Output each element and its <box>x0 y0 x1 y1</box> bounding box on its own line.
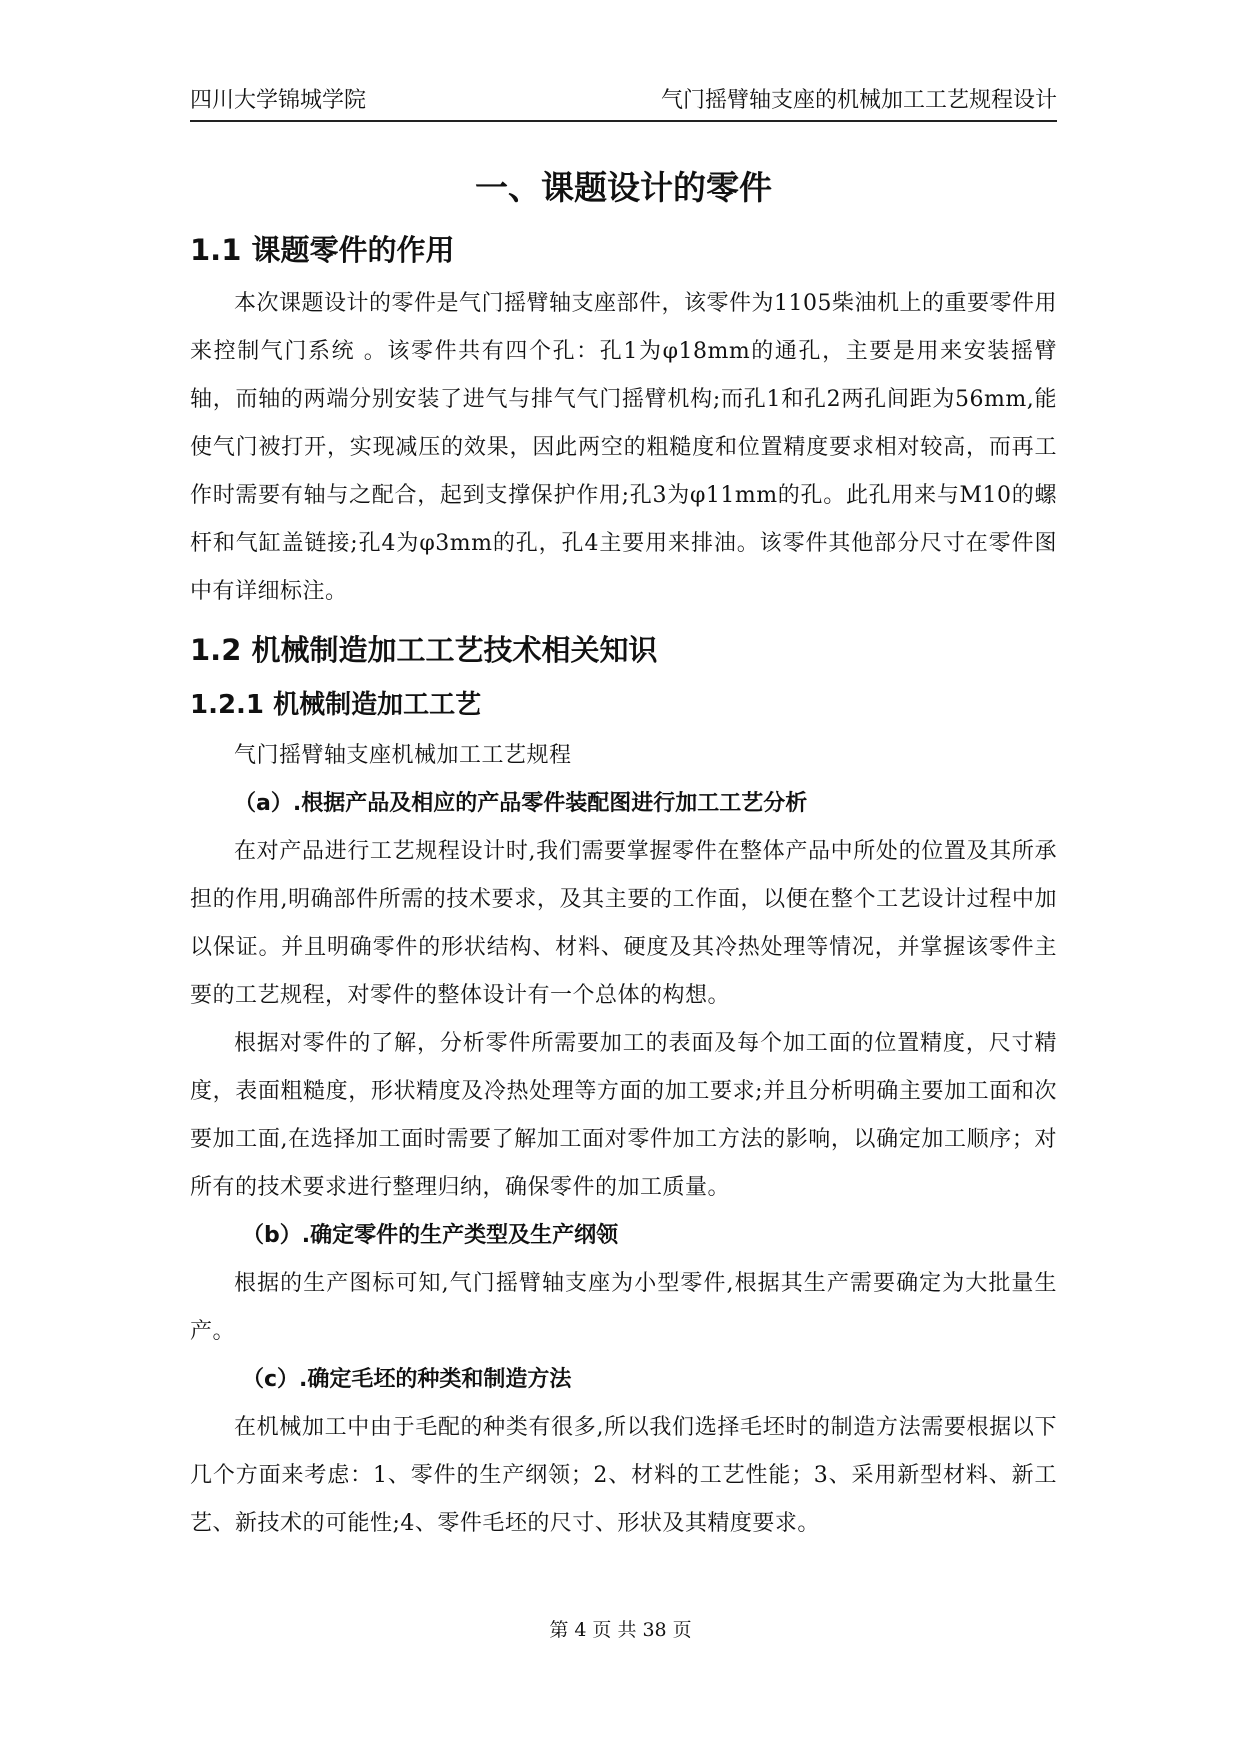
section-1-2-1-intro: 气门摇臂轴支座机械加工工艺规程 <box>234 743 572 768</box>
page-header <box>190 86 1057 122</box>
footer-total-pages: 38 <box>642 1619 667 1641</box>
footer-prefix: 第 <box>549 1619 569 1641</box>
header-document-title: 气门摇臂轴支座的机械加工工艺规程设计 <box>660 88 1057 113</box>
footer-page-number: 4 <box>574 1619 587 1641</box>
subsection-a-paragraph-1: 在对产品进行工艺规程设计时,我们需要掌握零件在整体产品中所处的位置及其所承担的作用,明确部件所需的技术要求，及其主要的工作面，以便在整个工艺设计过程中加以保证。并且明确零件的形状结构、材料、硬度及其冷热处理等情况，并掌握该零件主要的工艺规程，对零件的整体设计有一个总体的构想。 <box>190 839 1057 1008</box>
footer-suffix: 页 <box>672 1619 692 1641</box>
subsection-a-title: （a）.根据产品及相应的产品零件装配图进行加工工艺分析 <box>234 791 808 816</box>
subsection-b-title: （b）.确定零件的生产类型及生产纲领 <box>242 1223 619 1248</box>
section-1-1-title: 1.1 课题零件的作用 <box>190 233 455 267</box>
subsection-c-paragraph: 在机械加工中由于毛配的种类有很多,所以我们选择毛坯时的制造方法需要根据以下几个方面来考虑：1、零件的生产纲领；2、材料的工艺性能；3、采用新型材料、新工艺、新技术的可能性;4、零件毛坯的尺寸、形状及其精度要求。 <box>190 1415 1057 1536</box>
section-1-2-1-title: 1.2.1 机械制造加工工艺 <box>190 690 482 720</box>
subsection-a-paragraph-2: 根据对零件的了解，分析零件所需要加工的表面及每个加工面的位置精度，尺寸精度，表面粗糙度，形状精度及冷热处理等方面的加工要求;并且分析明确主要加工面和次要加工面,在选择加工面时需要了解加工面对零件加工方法的影响，以确定加工顺序；对所有的技术要求进行整理归纳，确保零件的加工质量。 <box>190 1031 1057 1200</box>
section-1-1-paragraph: 本次课题设计的零件是气门摇臂轴支座部件，该零件为1105柴油机上的重要零件用来控制气门系统 。该零件共有四个孔：孔1为φ18mm的通孔，主要是用来安装摇臂轴，而轴的两端分别安装了进气与排气气门摇臂机构;而孔1和孔2两孔间距为56mm,能使气门被打开，实现减压的效果，因此两空的粗糙度和位置精度要求相对较高，而再工作时需要有轴与之配合，起到支撑保护作用;孔3为φ11mm的孔。此孔用来与M10的螺杆和气缸盖链接;孔4为φ3mm的孔，孔4主要用来排油。该零件其他部分尺寸在零件图中有详细标注。 <box>190 291 1057 604</box>
chapter-title: 一、课题设计的零件 <box>475 168 772 207</box>
footer-mid: 页 共 <box>592 1619 637 1641</box>
subsection-c-title: （c）.确定毛坯的种类和制造方法 <box>242 1367 572 1392</box>
section-1-2-title: 1.2 机械制造加工工艺技术相关知识 <box>190 633 658 667</box>
header-institution: 四川大学锦城学院 <box>190 88 367 113</box>
subsection-b-paragraph: 根据的生产图标可知,气门摇臂轴支座为小型零件,根据其生产需要确定为大批量生产。 <box>190 1271 1057 1344</box>
page-content <box>190 160 1057 1548</box>
page-footer <box>0 1615 1241 1642</box>
